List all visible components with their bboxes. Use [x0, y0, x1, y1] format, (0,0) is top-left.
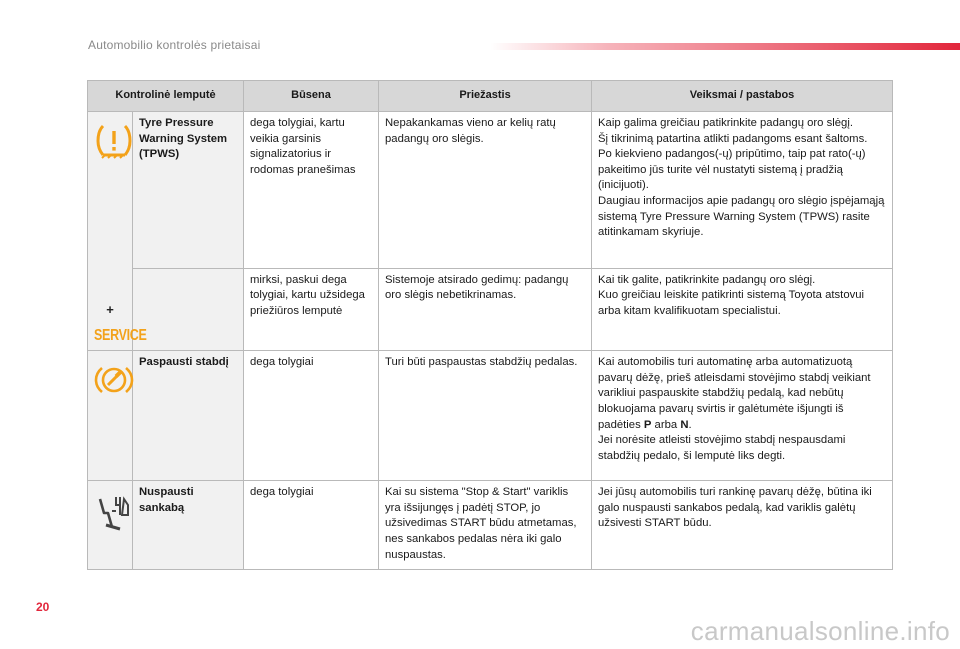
cause-cell: Kai su sistema "Stop & Start" variklis yra išsijungęs į padėtį STOP, jo užsivedimas START būdu atmetamas, nes sankabos pedalas nėra iki galo nuspaustas. [379, 481, 592, 570]
state-cell: dega tolygiai [244, 481, 379, 570]
brake-pedal-warning-icon [94, 363, 134, 397]
cause-cell: Turi būti paspaustas stabdžių pedalas. [379, 351, 592, 481]
action-cell: Kaip galima greičiau patikrinkite padangų oro slėgį. Šį tikrinimą patartina atlikti padangoms esant šaltoms. Po kiekvieno padangos(-ų) pripūtimo, taip pat rato(-ų) pakeitimo jūs turite vėl nustatyti sistemą į pradžią (inicijuoti). Daugiau informacijos apie padangų oro slėgio įspėjamąją sistemą Tyre Pressure Warning System (TPWS) rasite atitinkamam skyriuje. [592, 112, 893, 269]
state-cell: dega tolygiai [244, 351, 379, 481]
warning-name-clutch: Nuspausti sankabą [133, 481, 244, 570]
page-number: 20 [36, 600, 50, 614]
warning-name-brake: Paspausti stabdį [133, 351, 244, 481]
action-text: Kai automobilis turi automatinę arba automatizuotą pavarų dėžę, prieš atleisdami stovėjimo stabdį veikiant varikliui paspauskite stabdžių pedalą, kad nebūtų blokuojama pavarų svirtis ir galėtumėte išjungti iš padėties [598, 356, 871, 431]
header-title: Automobilio kontrolės prietaisai [88, 38, 261, 52]
column-header-cause: Priežastis [379, 81, 592, 112]
warning-lights-table [87, 80, 893, 570]
warning-name-empty [133, 268, 244, 350]
table-row [88, 481, 893, 570]
table-row [88, 268, 893, 350]
cause-cell: Sistemoje atsirado gedimų: padangų oro slėgis nebetikrinamas. [379, 268, 592, 350]
tire-pressure-warning-icon [94, 122, 134, 160]
warning-name-tpws: Tyre Pressure Warning System (TPWS) [133, 112, 244, 269]
icon-cell-brake [88, 351, 133, 481]
cause-cell: Nepakankamas vieno ar kelių ratų padangų oro slėgis. [379, 112, 592, 269]
action-cell: Kai tik galite, patikrinkite padangų oro slėgį. Kuo greičiau leiskite patikrinti sistemą Toyota atstovui arba kitam kvalifikuotam specialistui. [592, 268, 893, 350]
action-cell: Jei jūsų automobilis turi rankinę pavarų dėžę, būtina iki galo nuspausti sankabos pedalą, kad variklis galėtų užsivesti START būdu. [592, 481, 893, 570]
header-accent-bar [490, 43, 960, 50]
state-cell: dega tolygiai, kartu veikia garsinis signalizatorius ir rodomas pranešimas [244, 112, 379, 269]
state-cell: mirksi, paskui dega tolygiai, kartu užsidega priežiūros lemputė [244, 268, 379, 350]
service-warning-icon: SERVICE [94, 325, 147, 344]
table-header-row [88, 81, 893, 112]
watermark: carmanualsonline.info [690, 616, 950, 646]
clutch-pedal-icon [94, 491, 134, 535]
column-header-state: Būsena [244, 81, 379, 112]
table-row [88, 351, 893, 481]
column-header-actions: Veiksmai / pastabos [592, 81, 893, 112]
plus-sign: + [106, 302, 114, 317]
action-cell [592, 351, 893, 481]
action-text: arba [651, 418, 681, 431]
icon-cell-tpws [88, 112, 147, 351]
column-header-warning-light: Kontrolinė lemputė [88, 81, 244, 112]
icon-cell-clutch [88, 481, 133, 570]
action-text: . Jei norėsite atleisti stovėjimo stabdį nespausdami stabdžių pedalo, ši lemputė liks degti. [598, 418, 846, 462]
gear-n: N [680, 418, 689, 431]
gear-p: P [643, 418, 652, 431]
table-row [88, 112, 893, 269]
